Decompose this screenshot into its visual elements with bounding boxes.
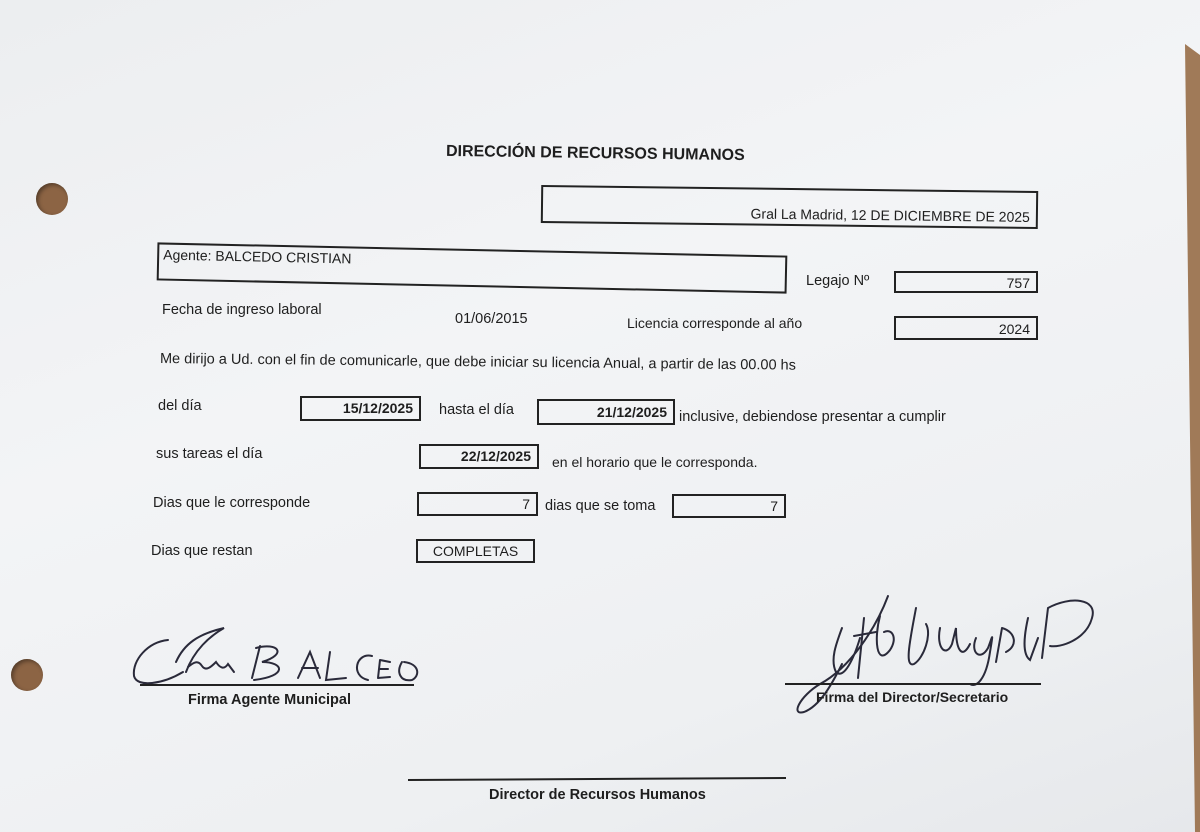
firma-director-label: Firma del Director/Secretario — [816, 689, 1009, 705]
document-title: DIRECCIÓN DE RECURSOS HUMANOS — [445, 142, 745, 165]
punch-hole-bottom — [11, 659, 43, 691]
agent-signature-line — [140, 684, 414, 686]
del-dia-value: 15/12/2025 — [300, 396, 421, 421]
dias-corresponde-label: Dias que le corresponde — [153, 495, 311, 511]
legajo-label: Legajo Nº — [806, 273, 870, 289]
intro-text: Me dirijo a Ud. con el fin de comunicarle, que debe iniciar su licencia Anual, a partir de las 00.00 hs — [159, 351, 797, 374]
agent-text: Agente: BALCEDO CRISTIAN — [163, 246, 352, 267]
dias-toma-label: dias que se toma — [545, 498, 656, 514]
legajo-value: 757 — [894, 271, 1038, 293]
dias-restan-label: Dias que restan — [151, 543, 253, 559]
licencia-value: 2024 — [894, 316, 1038, 340]
hasta-label: hasta el día — [439, 402, 514, 418]
director-signature — [780, 588, 1100, 728]
horario-text: en el horario que le corresponda. — [552, 454, 758, 470]
agent-signature — [128, 622, 428, 692]
licencia-label: Licencia corresponde al año — [627, 315, 803, 331]
tareas-value: 22/12/2025 — [419, 444, 539, 469]
hasta-value: 21/12/2025 — [537, 399, 675, 425]
director-rrhh-label: Director de Recursos Humanos — [489, 787, 706, 803]
director-signature-line — [785, 683, 1041, 685]
dias-corresponde-value: 7 — [417, 492, 538, 516]
inclusive-text: inclusive, debiendose presentar a cumplir — [679, 409, 946, 425]
ingreso-value: 01/06/2015 — [455, 311, 528, 327]
tareas-label: sus tareas el día — [156, 446, 263, 462]
punch-hole-top — [36, 183, 68, 215]
dias-toma-value: 7 — [672, 494, 786, 518]
del-dia-label: del día — [158, 398, 202, 414]
place-date-box — [541, 185, 1038, 229]
dias-restan-value: COMPLETAS — [416, 539, 535, 563]
ingreso-label: Fecha de ingreso laboral — [162, 302, 322, 318]
place-date-text: Gral La Madrid, 12 DE DICIEMBRE DE 2025 — [750, 205, 1030, 225]
firma-agente-label: Firma Agente Municipal — [188, 692, 352, 708]
